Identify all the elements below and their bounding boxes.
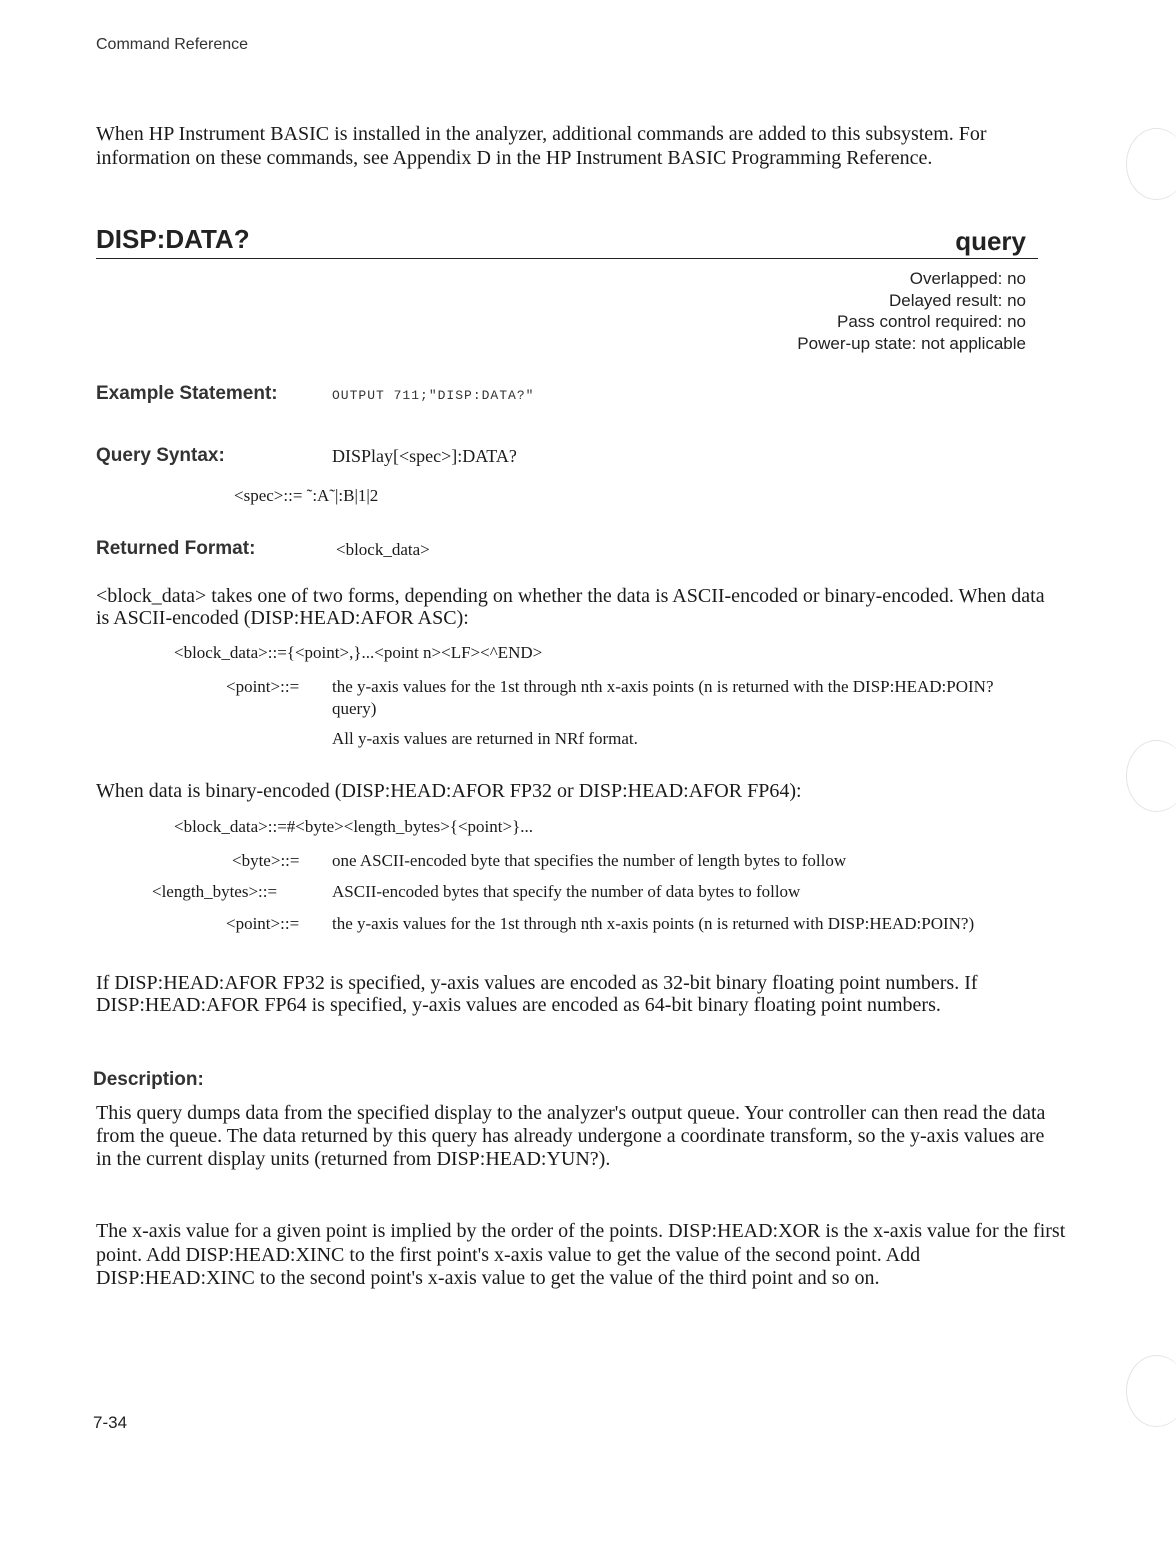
length-bytes-definition: ASCII-encoded bytes that specify the number of data bytes to follow	[332, 882, 801, 901]
example-label: Example Statement:	[96, 383, 278, 404]
title-rule	[96, 258, 1038, 259]
description-paragraph-1: This query dumps data from the specified display to the analyzer's output queue. Your controller can then read the data from the queue. The data returned by this query has already undergone a coordinate transform, so the y-axis values are in the current display units (returned from DISP:HEAD:YUN?).	[96, 1102, 1046, 1170]
property-power-up-state: Power-up state: not applicable	[797, 333, 1026, 353]
property-pass-control: Pass control required: no	[837, 312, 1026, 331]
binary-block-definition: <block_data>::=#<byte><length_bytes>{<point>}...	[174, 817, 533, 836]
byte-label: <byte>::=	[232, 851, 300, 870]
spec-definition: <spec>::= ˜:A˜|:B|1|2	[234, 486, 379, 505]
ascii-point-definition: the y-axis values for the 1st through nth x-axis points (n is returned with the DISP:HEAD:POIN? query)	[332, 677, 994, 718]
block-data-paragraph: <block_data> takes one of two forms, depending on whether the data is ASCII-encoded or binary-encoded. When data is ASCII-encoded (DISP:HEAD:AFOR ASC):	[96, 585, 1045, 629]
length-bytes-label: <length_bytes>::=	[152, 882, 278, 901]
binary-point-definition: the y-axis values for the 1st through nth x-axis points (n is returned with DISP:HEAD:POIN?)	[332, 914, 975, 933]
running-header: Command Reference	[96, 36, 249, 53]
binder-hole	[1126, 740, 1176, 812]
command-title: DISP:DATA?	[96, 224, 250, 254]
page-number: 7-34	[93, 1413, 128, 1432]
intro-paragraph: When HP Instrument BASIC is installed in the analyzer, additional commands are added to this subsystem. For information on these commands, see Appendix D in the HP Instrument BASIC Programming Reference.	[96, 123, 987, 169]
example-statement: OUTPUT 711;"DISP:DATA?"	[332, 388, 535, 403]
ascii-point-label: <point>::=	[226, 677, 300, 696]
query-syntax-label: Query Syntax:	[96, 445, 225, 466]
ascii-block-definition: <block_data>::={<point>,}...<point n><LF><^END>	[174, 643, 543, 662]
binary-paragraph: When data is binary-encoded (DISP:HEAD:AFOR FP32 or DISP:HEAD:AFOR FP64):	[96, 780, 802, 802]
byte-definition: one ASCII-encoded byte that specifies the number of length bytes to follow	[332, 851, 847, 870]
binder-hole	[1126, 1355, 1176, 1427]
binary-point-label: <point>::=	[226, 914, 300, 933]
returned-format-value: <block_data>	[336, 540, 430, 559]
floating-point-paragraph: If DISP:HEAD:AFOR FP32 is specified, y-axis values are encoded as 32-bit binary floating point numbers. If DISP:HEAD:AFOR FP64 is specified, y-axis values are encoded as 64-bit binary floating point numbers.	[96, 972, 978, 1016]
description-label: Description:	[93, 1069, 204, 1090]
property-overlapped: Overlapped: no	[909, 269, 1026, 288]
binder-hole	[1126, 128, 1176, 200]
returned-format-label: Returned Format:	[96, 538, 256, 559]
command-type: query	[955, 226, 1026, 256]
nrf-format-note: All y-axis values are returned in NRf format.	[332, 729, 638, 748]
description-paragraph-2: The x-axis value for a given point is implied by the order of the points. DISP:HEAD:XOR is the x-axis value for the first point. Add DISP:HEAD:XINC to the first point's x-axis value to get the value of the second point. Add DISP:HEAD:XINC to the second point's x-axis value to get the value of the third point and so on.	[96, 1220, 1066, 1289]
property-delayed-result: Delayed result: no	[888, 290, 1026, 310]
command-properties	[797, 268, 1026, 354]
query-syntax-value: DISPlay[<spec>]:DATA?	[332, 446, 517, 466]
